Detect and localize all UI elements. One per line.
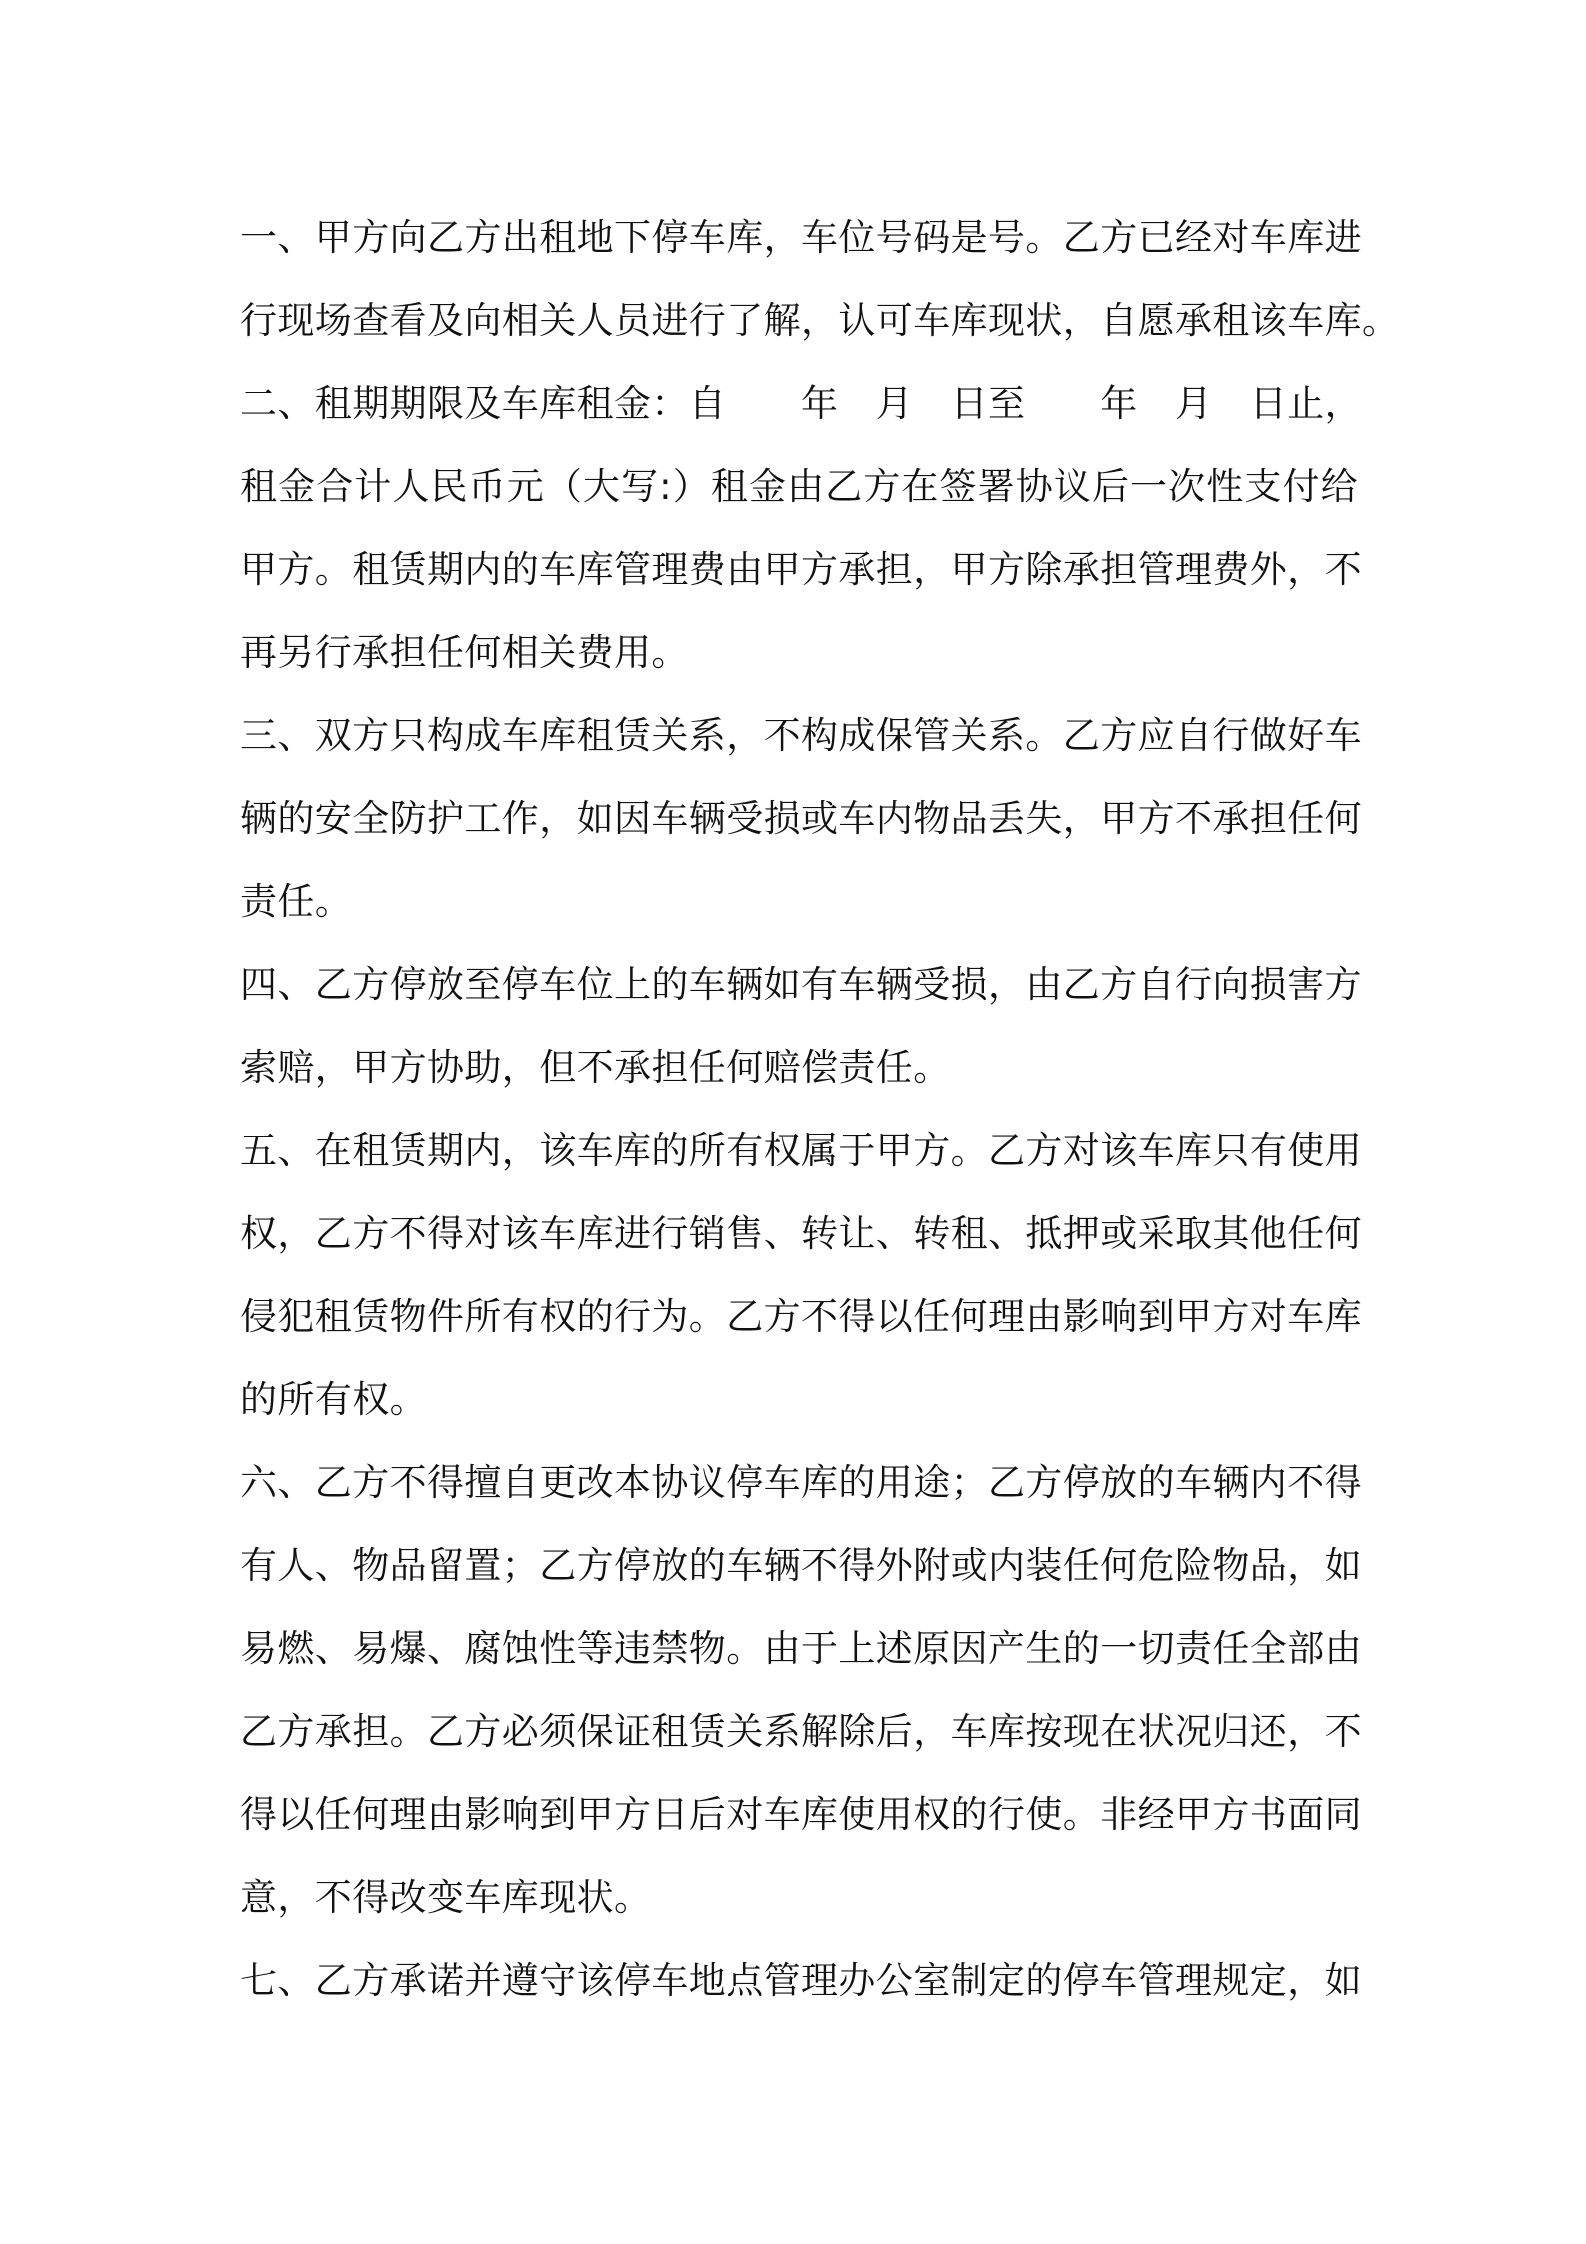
text-line: 有人、物品留置；乙方停放的车辆不得外附或内装任何危险物品，如 [240, 1544, 1362, 1587]
text-line: 三、双方只构成车库租赁关系，不构成保管关系。乙方应自行做好车 [240, 714, 1362, 757]
text-line: 乙方承担。乙方必须保证租赁关系解除后，车库按现在状况归还，不 [240, 1710, 1362, 1753]
text-line: 一、甲方向乙方出租地下停车库，车位号码是号。乙方已经对车库进 [240, 216, 1362, 259]
text-line: 七、乙方承诺并遵守该停车地点管理办公室制定的停车管理规定，如 [240, 1959, 1362, 2002]
text-line: 索赔，甲方协助，但不承担任何赔偿责任。 [240, 1046, 951, 1089]
text-line: 得以任何理由影响到甲方日后对车库使用权的行使。非经甲方书面同 [240, 1793, 1362, 1836]
text-line: 权，乙方不得对该车库进行销售、转让、转租、抵押或采取其他任何 [240, 1212, 1362, 1255]
text-line: 二、租期期限及车库租金：自 年 月 日至 年 月 日止， [240, 382, 1362, 425]
text-line: 的所有权。 [240, 1378, 427, 1421]
text-line: 辆的安全防护工作，如因车辆受损或车内物品丢失，甲方不承担任何 [240, 797, 1362, 840]
text-line: 行现场查看及向相关人员进行了解，认可车库现状，自愿承租该车库。 [240, 299, 1400, 342]
text-line: 再另行承担任何相关费用。 [240, 631, 689, 674]
text-line: 五、在租赁期内，该车库的所有权属于甲方。乙方对该车库只有使用 [240, 1129, 1362, 1172]
text-line: 易燃、易爆、腐蚀性等违禁物。由于上述原因产生的一切责任全部由 [240, 1627, 1362, 1670]
text-line: 四、乙方停放至停车位上的车辆如有车辆受损，由乙方自行向损害方 [240, 963, 1362, 1006]
text-line: 甲方。租赁期内的车库管理费由甲方承担，甲方除承担管理费外，不 [240, 548, 1362, 591]
text-line: 侵犯租赁物件所有权的行为。乙方不得以任何理由影响到甲方对车库 [240, 1295, 1362, 1338]
text-line: 六、乙方不得擅自更改本协议停车库的用途；乙方停放的车辆内不得 [240, 1461, 1362, 1504]
text-line: 意，不得改变车库现状。 [240, 1876, 652, 1919]
text-line: 租金合计人民币元（大写:）租金由乙方在签署协议后一次性支付给 [240, 465, 1358, 508]
text-line: 责任。 [240, 880, 353, 923]
agreement-text [240, 196, 1400, 2022]
